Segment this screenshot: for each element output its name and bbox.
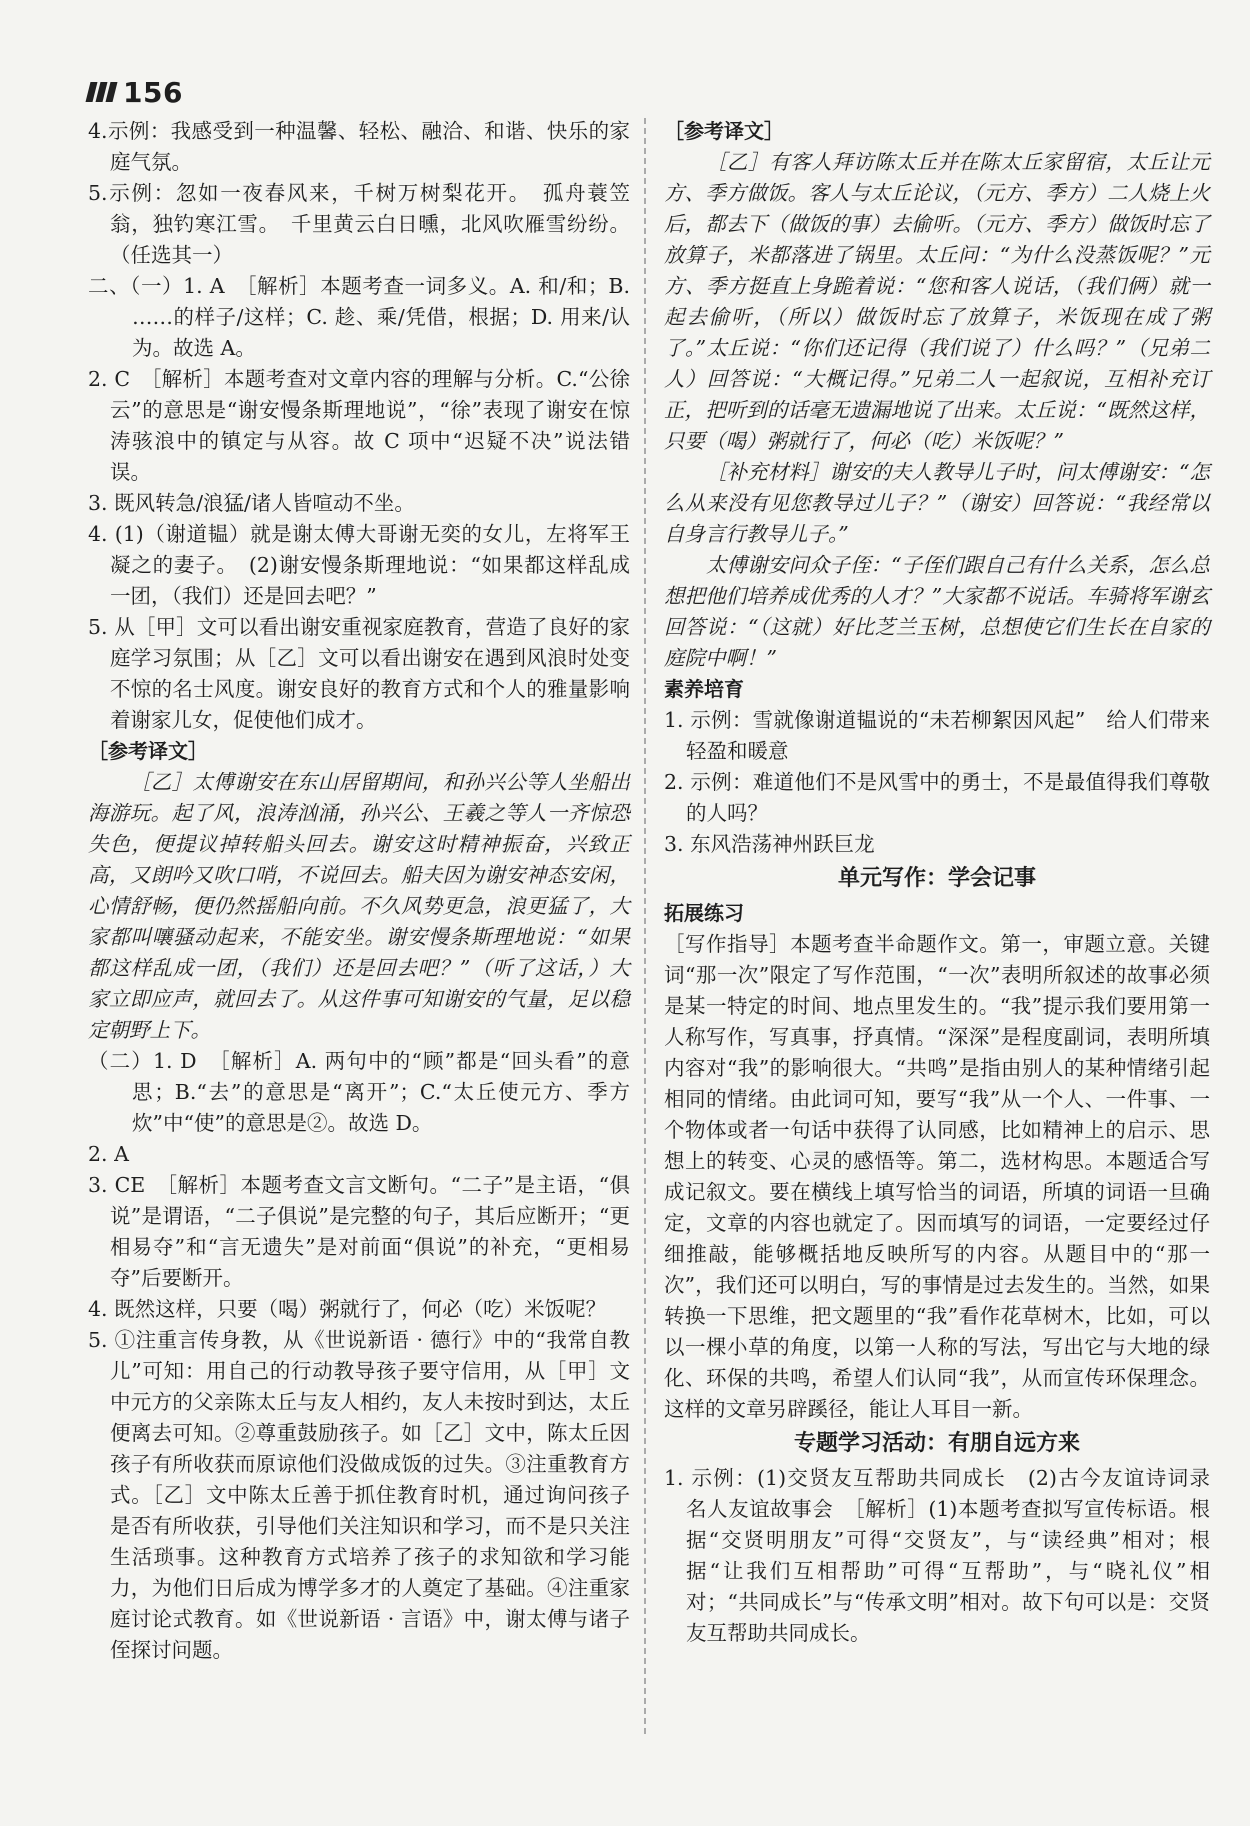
left-paragraph: 2. A [88, 1142, 129, 1166]
right-paragraph: 3. 东风浩荡神州跃巨龙 [664, 832, 875, 856]
left-paragraph: 4. (1)（谢道韫）就是谢太傅大哥谢无奕的女儿，左将军王凝之的妻子。 (2)谢安慢条斯理地说：“如果都这样乱成一团，（我们）还是回去吧？” [88, 522, 630, 608]
right-paragraph: 1. 示例：雪就像谢道韫说的“未若柳絮因风起” 给人们带来轻盈和暖意 [664, 708, 1210, 763]
right-paragraph: 2. 示例：难道他们不是风雪中的勇士，不是最值得我们尊敬的人吗？ [664, 770, 1210, 825]
page-number: 156 [123, 75, 183, 109]
left-paragraph: 4.示例：我感受到一种温馨、轻松、融洽、和谐、快乐的家庭气氛。 [88, 119, 630, 174]
left-paragraph: 2. C ［解析］本题考查对文章内容的理解与分析。C.“公徐云”的意思是“谢安慢条斯理地说”，“徐”表现了谢安在惊涛骇浪中的镇定与从容。故 C 项中“迟疑不决”说法错误。 [88, 367, 630, 484]
left-paragraph: 3. 既风转急/浪猛/诸人皆喧动不坐。 [88, 491, 415, 515]
right-paragraph: ［参考译文］ [664, 119, 784, 143]
left-paragraph: ［参考译文］ [88, 739, 208, 763]
right-paragraph: 拓展练习 [664, 901, 744, 925]
left-paragraph: （二）1. D ［解析］A. 两句中的“顾”都是“回头看”的意思；B.“去”的意思是“离开”；C.“太丘使元方、季方炊”中“使”的意思是②。故选 D。 [88, 1049, 630, 1135]
left-paragraph: 4. 既然这样，只要（喝）粥就行了，何必（吃）米饭呢？ [88, 1297, 607, 1321]
right-paragraph: ［写作指导］本题考查半命题作文。第一，审题立意。关键词“那一次”限定了写作范围，“一次”表明所叙述的故事必须是某一特定的时间、地点里发生的。“我”提示我们要用第一人称写作，写真事，抒真情。“深深”是程度副词，表明所填内容对“我”的影响很大。“共鸣”是指由别人的某种情绪引起相同的情绪。由此词可知，要写“我”从一个人、一件事、一个物体或者一句话中获得了认同感，比如精神上的启示、思想上的转变、心灵的感悟等。第二，选材构思。本题适合写成记叙文。要在横线上填写恰当的词语，所填的词语一旦确定，文章的内容也就定了。因而填写的词语，一定要经过仔细推敲，能够概括地反映所写的内容。从题目中的“那一次”，我们还可以明白，写的事情是过去发生的。当然，如果转换一下思维，把文题里的“我”看作花草树木，比如，可以以一棵小草的角度，以第一人称的写法，写出它与大地的绿化、环保的共鸣，希望人们认同“我”，从而宣传环保理念。这样的文章另辟蹊径，能让人耳目一新。 [664, 932, 1210, 1421]
header-bars-icon [88, 82, 115, 102]
left-paragraph: 5.示例：忽如一夜春风来，千树万树梨花开。 孤舟蓑笠翁，独钓寒江雪。 千里黄云白日曛，北风吹雁雪纷纷。（任选其一） [88, 181, 630, 267]
right-paragraph: 素养培育 [664, 677, 744, 701]
right-paragraph: ［补充材料］谢安的夫人教导儿子时，问太傅谢安：“怎么从来没有见您教导过儿子？”（谢安）回答说：“我经常以自身言行教导儿子。” [664, 460, 1210, 546]
right-column [664, 116, 1231, 1649]
left-paragraph: 5. ①注重言传身教，从《世说新语 · 德行》中的“我常自教儿”可知：用自己的行动教导孩子要守信用，从［甲］文中元方的父亲陈太丘与友人相约，友人未按时到达，太丘便离去可知。②尊重鼓励孩子。如［乙］文中，陈太丘因孩子有所收获而原谅他们没做成饭的过失。③注重教育方式。［乙］文中陈太丘善于抓住教育时机，通过询问孩子是否有所收获，引导他们关注知识和学习，而不是只关注生活琐事。这种教育方式培养了孩子的求知欲和学习能力，为他们日后成为博学多才的人奠定了基础。④注重家庭讨论式教育。如《世说新语 · 言语》中，谢太傅与诸子侄探讨问题。 [88, 1328, 630, 1662]
left-paragraph: 二、（一）1. A ［解析］本题考查一词多义。A. 和/和；B. ……的样子/这样；C. 趁、乘/凭借，根据；D. 用来/认为。故选 A。 [88, 274, 630, 360]
column-divider [644, 118, 646, 1734]
right-paragraph: 1. 示例：(1)交贤友互帮助共同成长 (2)古今友谊诗词录 名人友谊故事会 ［解析］(1)本题考查拟写宣传标语。根据“交贤明朋友”可得“交贤友”，与“读经典”相对；根据“让我们互相帮助”可得“互帮助”，与“晓礼仪”相对；“共同成长”与“传承文明”相对。故下句可以是：交贤友互帮助共同成长。 [664, 1466, 1231, 1645]
page-header [88, 70, 183, 114]
right-paragraph: 单元写作：学会记事 [837, 866, 1036, 891]
left-paragraph: 3. CE ［解析］本题考查文言文断句。“二子”是主语，“俱说”是谓语，“二子俱说”是完整的句子，其后应断开；“更相易夺”和“言无遗失”是对前面“俱说”的补充，“更相易夺”后要断开。 [88, 1173, 630, 1290]
right-paragraph: 太傅谢安问众子侄：“子侄们跟自己有什么关系，怎么总想把他们培养成优秀的人才？”大家都不说话。车骑将军谢玄回答说：“（这就）好比芝兰玉树，总想使它们生长在自家的庭院中啊！” [664, 553, 1210, 670]
left-column [88, 116, 630, 1666]
right-paragraph: ［乙］有客人拜访陈太丘并在陈太丘家留宿，太丘让元方、季方做饭。客人与太丘论议，（元方、季方）二人烧上火后，都去下（做饭的事）去偷听。（元方、季方）做饭时忘了放算子，米都落进了锅里。太丘问：“为什么没蒸饭呢？”元方、季方挺直上身跪着说：“您和客人说话，（我们俩）就一起去偷听，（所以）做饭时忘了放算子，米饭现在成了粥了。”太丘说：“你们还记得（我们说了）什么吗？”（兄弟二人）回答说：“大概记得。”兄弟二人一起叙说，互相补充订正，把听到的话毫无遗漏地说了出来。太丘说：“既然这样，只要（喝）粥就行了，何必（吃）米饭呢？” [664, 150, 1210, 453]
right-paragraph: 专题学习活动：有朋自远方来 [793, 1431, 1080, 1456]
left-paragraph: 5. 从［甲］文可以看出谢安重视家庭教育，营造了良好的家庭学习氛围；从［乙］文可以看出谢安在遇到风浪时处变不惊的名士风度。谢安良好的教育方式和个人的雅量影响着谢家儿女，促使他们成才。 [88, 615, 630, 732]
left-paragraph: ［乙］太傅谢安在东山居留期间，和孙兴公等人坐船出海游玩。起了风，浪涛汹涌，孙兴公、王羲之等人一齐惊恐失色，便提议掉转船头回去。谢安这时精神振奋，兴致正高，又朗吟又吹口哨，不说回去。船夫因为谢安神态安闲，心情舒畅，便仍然摇船向前。不久风势更急，浪更猛了，大家都叫嚷骚动起来，不能安坐。谢安慢条斯理地说：“如果都这样乱成一团，（我们）还是回去吧？”（听了这话，）大家立即应声，就回去了。从这件事可知谢安的气量，足以稳定朝野上下。 [88, 770, 630, 1042]
